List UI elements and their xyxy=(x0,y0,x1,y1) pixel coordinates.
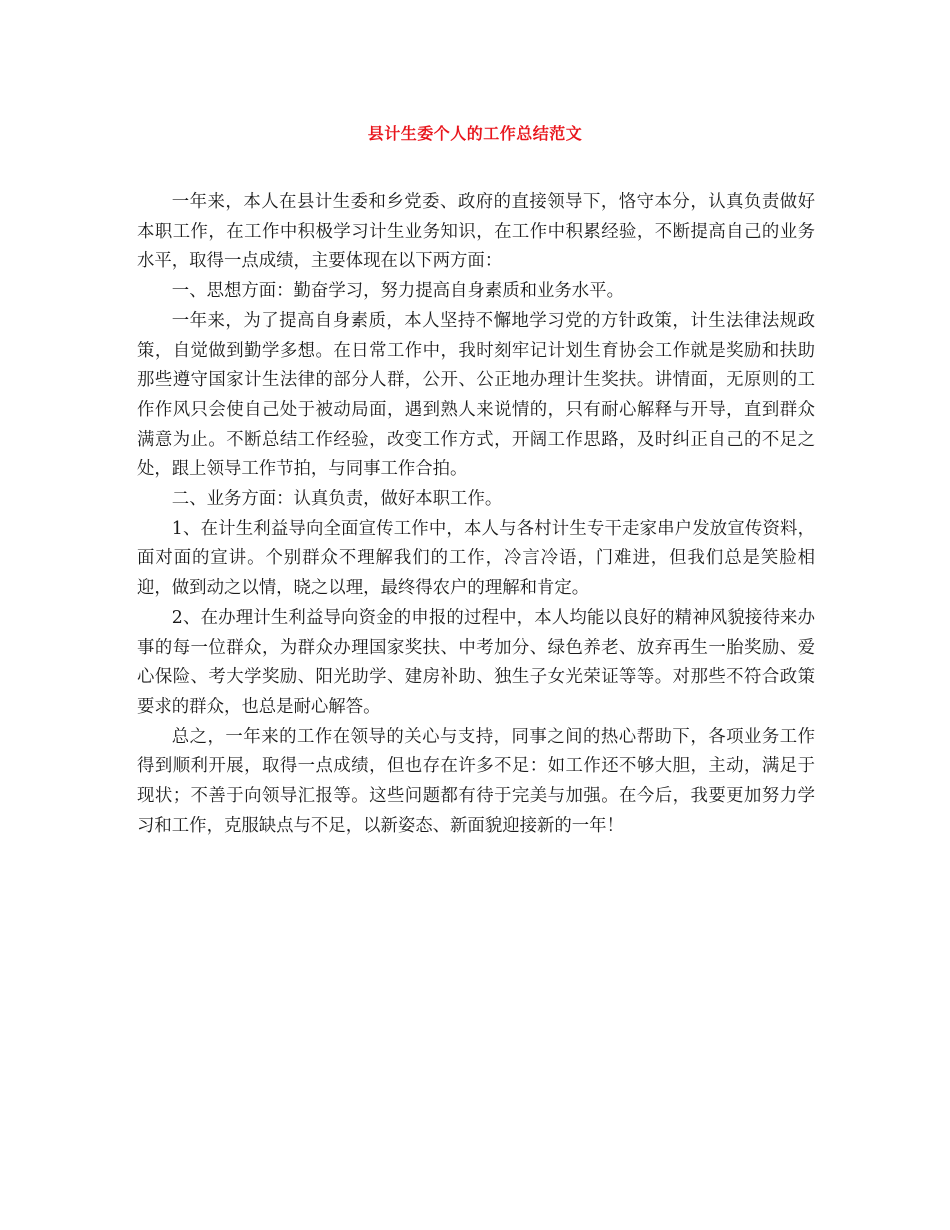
paragraph-conclusion: 总之，一年来的工作在领导的关心与支持，同事之间的热心帮助下，各项业务工作得到顺利开展，取得一点成绩，但也存在许多不足：如工作还不够大胆，主动，满足于现状；不善于向领导汇报等。这些问题都有待于完美与加强。在今后，我要更加努力学习和工作，克服缺点与不足，以新姿态、新面貌迎接新的一年！ xyxy=(137,726,815,836)
section-heading-business: 二、业务方面：认真负责，做好本职工作。 xyxy=(171,489,503,510)
paragraph-intro: 一年来，本人在县计生委和乡党委、政府的直接领导下，恪守本分，认真负责做好本职工作，在工作中积极学习计生业务知识，在工作中积累经验，不断提高自己的业务水平，取得一点成绩，主要体现在以下两方面： xyxy=(137,192,815,272)
document-title: 县计生委个人的工作总结范文 xyxy=(367,124,583,143)
paragraph-ideology: 一年来，为了提高自身素质，本人坚持不懈地学习党的方针政策，计生法律法规政策，自觉做到勤学多想。在日常工作中，我时刻牢记计划生育协会工作就是奖励和扶助那些遵守国家计生法律的部分人群，公开、公正地办理计生奖扶。讲情面，无原则的工作作风只会使自己处于被动局面，遇到熟人来说情的，只有耐心解释与开导，直到群众满意为止。不断总结工作经验，改变工作方式，开阔工作思路，及时纠正自己的不足之处，跟上领导工作节拍，与同事工作合拍。 xyxy=(137,310,815,480)
section-heading-ideology: 一、思想方面：勤奋学习，努力提高自身素质和业务水平。 xyxy=(171,281,624,302)
paragraph-item-2: 2、在办理计生利益导向资金的申报的过程中，本人均能以良好的精神风貌接待来办事的每一位群众，为群众办理国家奖扶、中考加分、绿色养老、放弃再生一胎奖励、爱心保险、考大学奖励、阳光助学、建房补助、独生子女光荣证等等。对那些不符合政策要求的群众，也总是耐心解答。 xyxy=(137,607,815,717)
document-body xyxy=(137,188,815,841)
paragraph-item-1: 1、在计生利益导向全面宣传工作中，本人与各村计生专干走家串户发放宣传资料，面对面的宣讲。个别群众不理解我们的工作，冷言冷语，门难进，但我们总是笑脸相迎，做到动之以情，晓之以理，最终得农户的理解和肯定。 xyxy=(137,518,815,599)
